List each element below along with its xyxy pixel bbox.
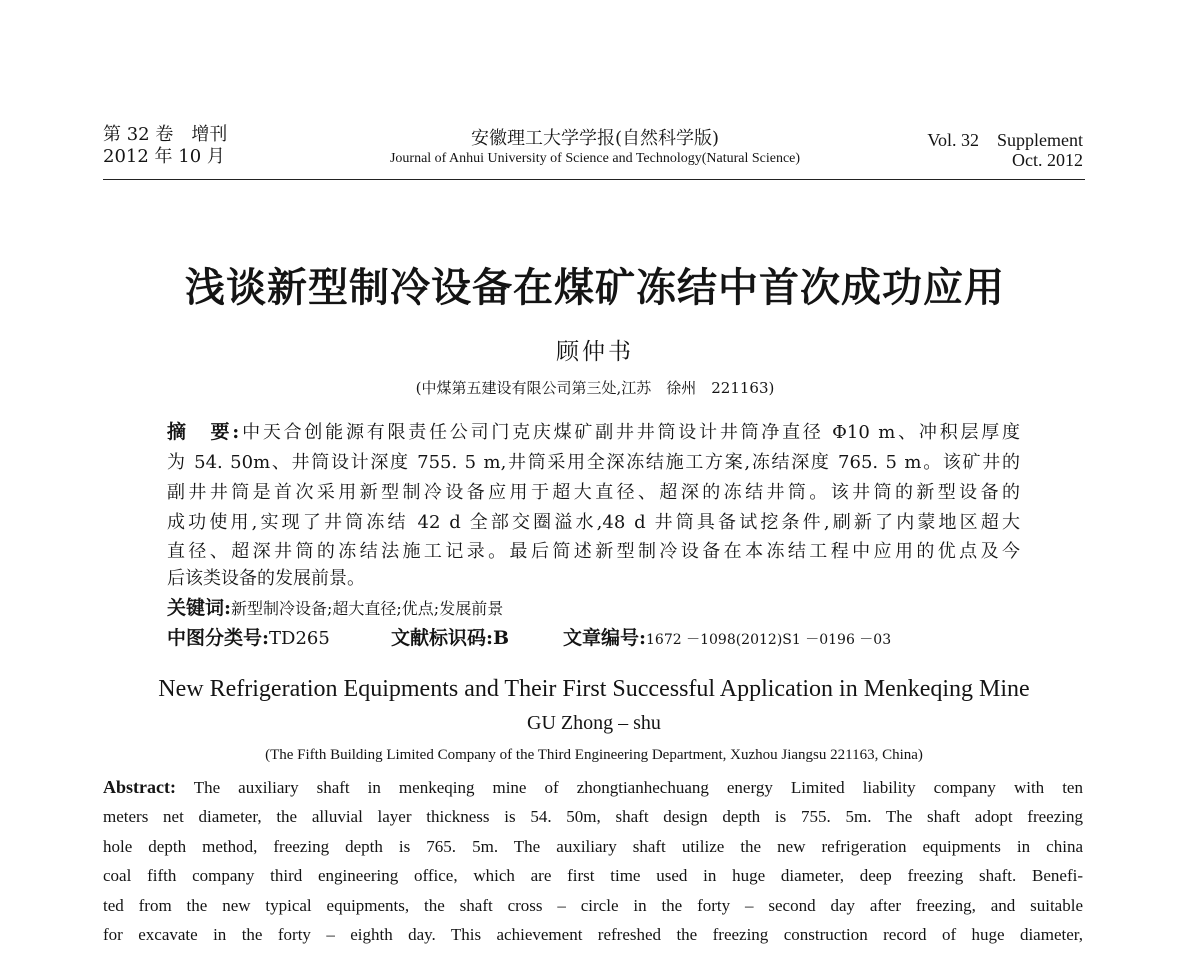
article-number-entry: [563, 625, 891, 654]
keywords-text: 新型制冷设备;超大直径;优点;发展前景: [231, 599, 504, 618]
article-number-label: 文章编号:: [563, 627, 647, 649]
abstract-cn-line: 直径、超深井筒的冻结法施工记录。最后简述新型制冷设备在本冻结工程中应用的优点及今: [167, 541, 1020, 562]
journal-title-en: Journal of Anhui University of Science and Technology(Natural Science): [389, 151, 801, 166]
abstract-cn-line: 副井井筒是首次采用新型制冷设备应用于超大直径、超深的冻结井筒。该井筒的新型设备的: [167, 482, 1020, 503]
header-date-cn: 2012 年 10 月: [103, 146, 225, 167]
clc-value: TD265: [269, 628, 330, 649]
abstract-en-line: ted from the new typical equipments, the shaft cross – circle in the forty – second day after freezing, and suitable: [103, 896, 1083, 915]
abstract-en-line: for excavate in the forty – eighth day. This achievement refreshed the freezing construction record of huge diameter,: [103, 925, 1083, 944]
abstract-cn-label: 摘 要:: [167, 421, 240, 443]
classification-line: [167, 625, 1067, 652]
journal-title-cn: 安徽理工大学学报(自然科学版): [470, 128, 720, 149]
clc-entry: [167, 625, 330, 652]
abstract-en-line: hole depth method, freezing depth is 765. 5m. The auxiliary shaft utilize the new refrigeration equipments in china: [103, 837, 1083, 856]
abstract-cn-line: [167, 419, 1020, 446]
abstract-cn-line: 为 54. 50m、井筒设计深度 755. 5 m,井筒采用全深冻结施工方案,冻结深度 765. 5 m。该矿井的: [167, 452, 1020, 473]
author-cn: 顾仲书: [556, 339, 634, 365]
paper-title-cn: 浅谈新型制冷设备在煤矿冻结中首次成功应用: [185, 264, 1005, 311]
abstract-en-line: meters net diameter, the alluvial layer thickness is 54. 50m, shaft design depth is 755. 5m. The shaft adopt freezing: [103, 807, 1083, 826]
affiliation-en: (The Fifth Building Limited Company of the Third Engineering Department, Xuzhou Jiangsu 221163, China): [265, 747, 923, 763]
doc-code-label: 文献标识码:: [391, 627, 494, 649]
header-rule: [103, 179, 1085, 180]
clc-label: 中图分类号:: [167, 627, 270, 649]
header-volume-en: Vol. 32 Supplement: [927, 130, 1083, 150]
header-volume: 第 32 卷 增刊: [103, 124, 228, 145]
keywords-label: 关键词:: [167, 597, 232, 619]
affiliation-cn: (中煤第五建设有限公司第三处,江苏 徐州 221163): [415, 379, 775, 397]
abstract-cn-text: 中天合创能源有限责任公司门克庆煤矿副井井筒设计井筒净直径 Φ10 m、冲积层厚度: [239, 422, 1020, 443]
abstract-en-text: The auxiliary shaft in menkeqing mine of zhongtianhechuang energy Limited liability company with ten: [193, 778, 1083, 797]
doc-code-value: B: [493, 627, 510, 649]
article-number-value: 1672 －1098(2012)S1 －0196 －03: [646, 632, 892, 648]
abstract-en-label: Abstract:: [103, 777, 176, 797]
author-en: GU Zhong – shu: [527, 712, 661, 734]
doc-code-entry: [391, 625, 509, 652]
abstract-en-line: coal fifth company third engineering office, which are first time used in huge diameter, deep freezing shaft. Benefi-: [103, 866, 1083, 885]
header-date-en: Oct. 2012: [1012, 150, 1083, 170]
abstract-en-line: [103, 774, 1083, 800]
abstract-cn-line: 后该类设备的发展前景。: [167, 568, 365, 589]
keywords-cn: [167, 595, 1067, 622]
abstract-cn-line: 成功使用,实现了井筒冻结 42 d 全部交圈溢水,48 d 井筒具备试挖条件,刷新了内蒙地区超大: [167, 512, 1020, 533]
paper-title-en: New Refrigeration Equipments and Their First Successful Application in Menkeqing Mine: [158, 676, 1030, 702]
